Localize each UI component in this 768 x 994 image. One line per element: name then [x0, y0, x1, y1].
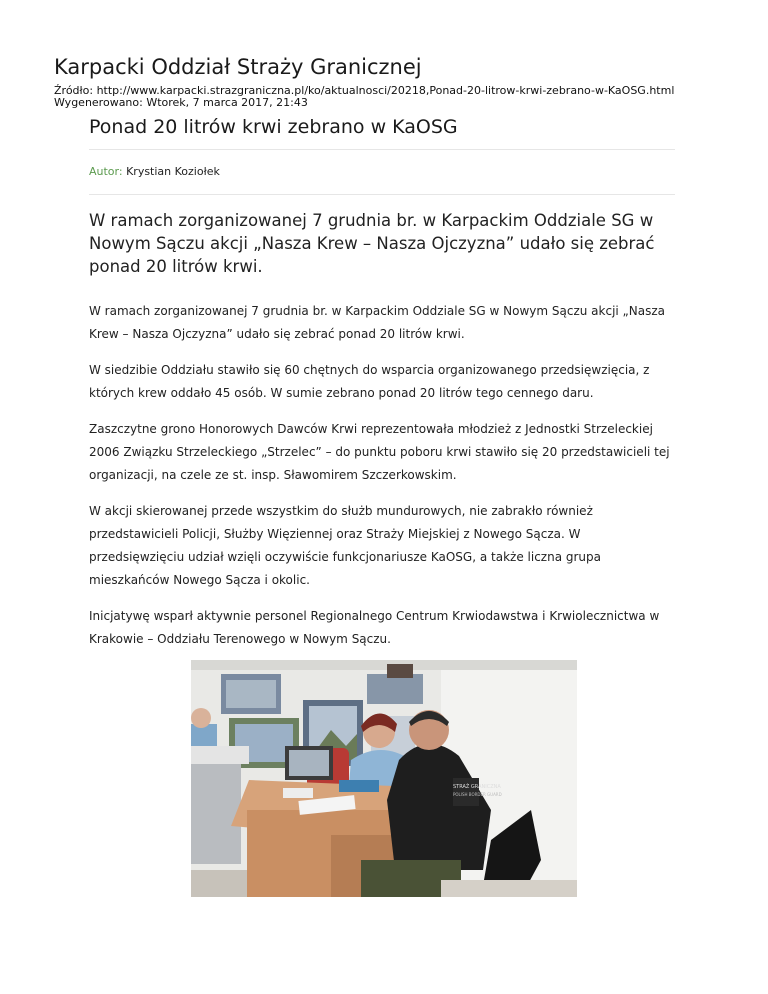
article-title: Ponad 20 litrów krwi zebrano w KaOSG: [89, 116, 458, 138]
author-row: [89, 150, 675, 194]
article-lead: W ramach zorganizowanej 7 grudnia br. w Karpackim Oddziale SG w Nowym Sączu akcji „Nasza Krew – Nasza Ojczyzna” udało się zebrać ponad 20 litrów krwi.: [89, 211, 655, 276]
paragraph: Zaszczytne grono Honorowych Dawców Krwi reprezentowała młodzież z Jednostki Strzeleckiej 2006 Związku Strzeleckiego „Strzelec” – do punktu poboru krwi stawiło się 20 przedstawicieli tej organizacji, na czele ze st. insp. Sławomirem Szczerkowskim.: [89, 422, 670, 482]
article-photo: [191, 660, 577, 897]
article: [89, 112, 675, 651]
paragraph: Inicjatywę wsparł aktywnie personel Regionalnego Centrum Krwiodawstwa i Krwiolecznictwa w Krakowie – Oddziału Terenowego w Nowym Sączu.: [89, 609, 660, 646]
author-name: Krystian Koziołek: [126, 165, 220, 178]
site-title: Karpacki Oddział Straży Granicznej: [54, 55, 422, 79]
paragraph: W ramach zorganizowanej 7 grudnia br. w Karpackim Oddziale SG w Nowym Sączu akcji „Nasza Krew – Nasza Ojczyzna” udało się zebrać ponad 20 litrów krwi.: [89, 304, 665, 341]
uniform-text-bottom: POLISH BORDER GUARD: [453, 792, 502, 797]
paragraph: W siedzibie Oddziału stawiło się 60 chętnych do wsparcia organizowanego przedsięwzięcia, z których krew oddało 45 osób. W sumie zebrano ponad 20 litrów tego cennego daru.: [89, 363, 650, 400]
article-body: [89, 300, 675, 651]
blood-donation-photo-illustration: [191, 660, 577, 897]
divider: [89, 194, 675, 195]
paragraph: W akcji skierowanej przede wszystkim do służb mundurowych, nie zabrakło również przedstawicieli Policji, Służby Więziennej oraz Straży Miejskiej z Nowego Sącza. W przedsięwzięciu udział wzięli oczywiście funkcjonariusze KaOSG, a także liczna grupa mieszkańców Nowego Sącza i okolic.: [89, 504, 601, 587]
document-meta: [54, 85, 674, 109]
generated-date-line: Wygenerowano: Wtorek, 7 marca 2017, 21:43: [54, 96, 308, 109]
uniform-text-top: STRAŻ GRANICZNA: [453, 784, 501, 790]
source-url-line: Źródło: http://www.karpacki.strazgraniczna.pl/ko/aktualnosci/20218,Ponad-20-litrow-krwi-zebrano-w-KaOSG.html: [54, 84, 675, 97]
author-label: Autor:: [89, 165, 123, 178]
